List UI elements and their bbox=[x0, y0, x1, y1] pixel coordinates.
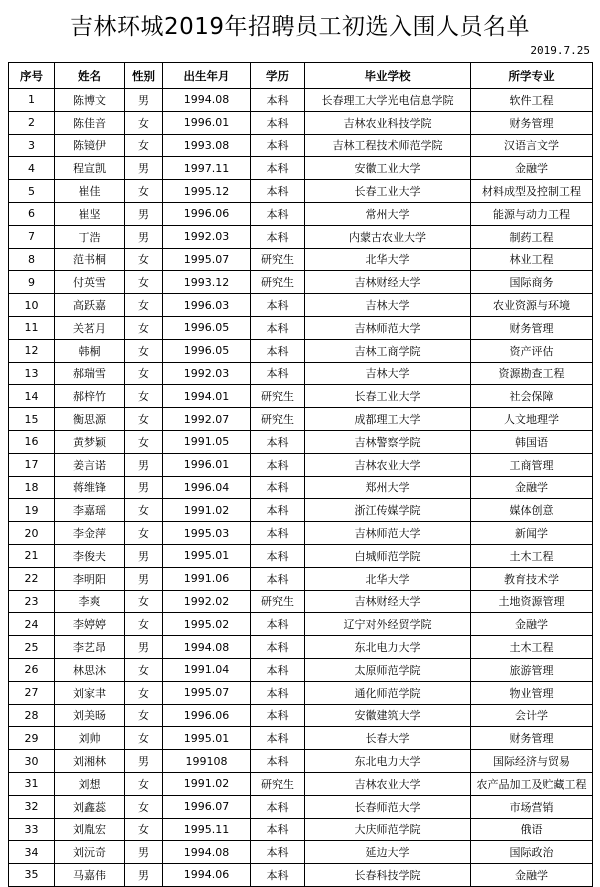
cell-school: 郑州大学 bbox=[305, 476, 471, 499]
cell-birth: 1996.03 bbox=[163, 294, 251, 317]
cell-name: 韩桐 bbox=[55, 339, 125, 362]
cell-degree: 本科 bbox=[251, 658, 305, 681]
cell-degree: 本科 bbox=[251, 727, 305, 750]
cell-gender: 男 bbox=[125, 750, 163, 773]
table-row bbox=[9, 89, 593, 112]
cell-degree: 本科 bbox=[251, 89, 305, 112]
cell-major: 资源勘查工程 bbox=[471, 362, 593, 385]
cell-gender: 男 bbox=[125, 225, 163, 248]
cell-name: 衡思源 bbox=[55, 408, 125, 431]
cell-major: 社会保障 bbox=[471, 385, 593, 408]
cell-major: 俄语 bbox=[471, 818, 593, 841]
cell-school: 北华大学 bbox=[305, 567, 471, 590]
cell-index: 23 bbox=[9, 590, 55, 613]
header-degree: 学历 bbox=[251, 63, 305, 89]
table-row bbox=[9, 476, 593, 499]
cell-degree: 本科 bbox=[251, 544, 305, 567]
cell-name: 李婷婷 bbox=[55, 613, 125, 636]
cell-name: 刘胤宏 bbox=[55, 818, 125, 841]
cell-birth: 1995.01 bbox=[163, 544, 251, 567]
cell-birth: 1994.06 bbox=[163, 864, 251, 887]
cell-gender: 男 bbox=[125, 864, 163, 887]
cell-birth: 1995.01 bbox=[163, 727, 251, 750]
cell-index: 27 bbox=[9, 681, 55, 704]
cell-major: 新闻学 bbox=[471, 522, 593, 545]
cell-major: 财务管理 bbox=[471, 727, 593, 750]
cell-gender: 女 bbox=[125, 772, 163, 795]
table-row bbox=[9, 180, 593, 203]
table-row bbox=[9, 339, 593, 362]
header-major: 所学专业 bbox=[471, 63, 593, 89]
cell-degree: 本科 bbox=[251, 134, 305, 157]
cell-index: 16 bbox=[9, 430, 55, 453]
cell-index: 4 bbox=[9, 157, 55, 180]
cell-school: 吉林财经大学 bbox=[305, 271, 471, 294]
cell-major: 国际政治 bbox=[471, 841, 593, 864]
cell-index: 21 bbox=[9, 544, 55, 567]
cell-major: 林业工程 bbox=[471, 248, 593, 271]
cell-major: 汉语言文学 bbox=[471, 134, 593, 157]
cell-school: 大庆师范学院 bbox=[305, 818, 471, 841]
cell-major: 能源与动力工程 bbox=[471, 202, 593, 225]
cell-birth: 1996.01 bbox=[163, 453, 251, 476]
cell-school: 成都理工大学 bbox=[305, 408, 471, 431]
cell-school: 吉林农业大学 bbox=[305, 453, 471, 476]
cell-name: 黄梦颖 bbox=[55, 430, 125, 453]
cell-degree: 本科 bbox=[251, 841, 305, 864]
table-row bbox=[9, 499, 593, 522]
table-row bbox=[9, 430, 593, 453]
cell-birth: 1991.02 bbox=[163, 772, 251, 795]
cell-name: 李金萍 bbox=[55, 522, 125, 545]
cell-school: 通化师范学院 bbox=[305, 681, 471, 704]
table-row bbox=[9, 750, 593, 773]
table-row bbox=[9, 522, 593, 545]
cell-gender: 女 bbox=[125, 271, 163, 294]
cell-name: 陈镜伊 bbox=[55, 134, 125, 157]
cell-gender: 女 bbox=[125, 339, 163, 362]
cell-degree: 本科 bbox=[251, 704, 305, 727]
cell-major: 媒体创意 bbox=[471, 499, 593, 522]
table-row bbox=[9, 453, 593, 476]
cell-major: 国际经济与贸易 bbox=[471, 750, 593, 773]
cell-degree: 研究生 bbox=[251, 408, 305, 431]
cell-name: 刘鑫蕊 bbox=[55, 795, 125, 818]
cell-birth: 1993.12 bbox=[163, 271, 251, 294]
table-row bbox=[9, 864, 593, 887]
cell-major: 金融学 bbox=[471, 864, 593, 887]
cell-index: 30 bbox=[9, 750, 55, 773]
table-row bbox=[9, 248, 593, 271]
cell-gender: 男 bbox=[125, 841, 163, 864]
cell-birth: 1995.07 bbox=[163, 248, 251, 271]
cell-school: 安徽建筑大学 bbox=[305, 704, 471, 727]
cell-degree: 本科 bbox=[251, 111, 305, 134]
cell-birth: 1995.02 bbox=[163, 613, 251, 636]
cell-birth: 1994.08 bbox=[163, 841, 251, 864]
table-row bbox=[9, 271, 593, 294]
cell-name: 陈博文 bbox=[55, 89, 125, 112]
cell-name: 丁浩 bbox=[55, 225, 125, 248]
cell-school: 吉林工商学院 bbox=[305, 339, 471, 362]
cell-name: 李俊夫 bbox=[55, 544, 125, 567]
cell-name: 蒋维锋 bbox=[55, 476, 125, 499]
cell-degree: 研究生 bbox=[251, 590, 305, 613]
table-row bbox=[9, 408, 593, 431]
cell-birth: 1992.03 bbox=[163, 362, 251, 385]
cell-gender: 女 bbox=[125, 316, 163, 339]
cell-index: 13 bbox=[9, 362, 55, 385]
cell-name: 付英雪 bbox=[55, 271, 125, 294]
cell-school: 吉林工程技术师范学院 bbox=[305, 134, 471, 157]
cell-birth: 1997.11 bbox=[163, 157, 251, 180]
cell-name: 刘家聿 bbox=[55, 681, 125, 704]
cell-school: 东北电力大学 bbox=[305, 750, 471, 773]
table-row bbox=[9, 544, 593, 567]
cell-index: 28 bbox=[9, 704, 55, 727]
candidate-table bbox=[8, 62, 593, 887]
table-row bbox=[9, 157, 593, 180]
cell-birth: 1995.03 bbox=[163, 522, 251, 545]
cell-major: 韩国语 bbox=[471, 430, 593, 453]
cell-index: 3 bbox=[9, 134, 55, 157]
table-row bbox=[9, 590, 593, 613]
document-date: 2019.7.25 bbox=[530, 44, 590, 57]
cell-major: 财务管理 bbox=[471, 111, 593, 134]
cell-name: 姜言诺 bbox=[55, 453, 125, 476]
cell-school: 延边大学 bbox=[305, 841, 471, 864]
cell-gender: 女 bbox=[125, 681, 163, 704]
cell-major: 土木工程 bbox=[471, 544, 593, 567]
cell-index: 14 bbox=[9, 385, 55, 408]
cell-name: 刘帅 bbox=[55, 727, 125, 750]
cell-gender: 女 bbox=[125, 499, 163, 522]
header-name: 姓名 bbox=[55, 63, 125, 89]
cell-school: 吉林大学 bbox=[305, 294, 471, 317]
cell-name: 刘沅奇 bbox=[55, 841, 125, 864]
cell-degree: 本科 bbox=[251, 225, 305, 248]
cell-gender: 女 bbox=[125, 613, 163, 636]
cell-index: 5 bbox=[9, 180, 55, 203]
cell-gender: 女 bbox=[125, 795, 163, 818]
cell-name: 林思沐 bbox=[55, 658, 125, 681]
cell-name: 李艺昂 bbox=[55, 636, 125, 659]
cell-birth: 1991.02 bbox=[163, 499, 251, 522]
table-row bbox=[9, 111, 593, 134]
cell-name: 陈佳音 bbox=[55, 111, 125, 134]
table-row bbox=[9, 362, 593, 385]
table-row bbox=[9, 613, 593, 636]
cell-gender: 女 bbox=[125, 111, 163, 134]
cell-major: 会计学 bbox=[471, 704, 593, 727]
cell-degree: 本科 bbox=[251, 316, 305, 339]
cell-index: 11 bbox=[9, 316, 55, 339]
cell-school: 吉林师范大学 bbox=[305, 316, 471, 339]
cell-name: 范书桐 bbox=[55, 248, 125, 271]
cell-degree: 本科 bbox=[251, 157, 305, 180]
cell-name: 李明阳 bbox=[55, 567, 125, 590]
cell-name: 郝瑞雪 bbox=[55, 362, 125, 385]
cell-index: 34 bbox=[9, 841, 55, 864]
cell-birth: 1996.05 bbox=[163, 339, 251, 362]
cell-school: 北华大学 bbox=[305, 248, 471, 271]
cell-major: 土地资源管理 bbox=[471, 590, 593, 613]
cell-name: 崔坚 bbox=[55, 202, 125, 225]
table-row bbox=[9, 316, 593, 339]
cell-degree: 本科 bbox=[251, 864, 305, 887]
cell-school: 长春师范大学 bbox=[305, 795, 471, 818]
cell-degree: 本科 bbox=[251, 180, 305, 203]
cell-degree: 本科 bbox=[251, 567, 305, 590]
cell-degree: 本科 bbox=[251, 430, 305, 453]
cell-gender: 女 bbox=[125, 658, 163, 681]
cell-degree: 研究生 bbox=[251, 248, 305, 271]
cell-major: 资产评估 bbox=[471, 339, 593, 362]
cell-birth: 1994.08 bbox=[163, 89, 251, 112]
table-row bbox=[9, 841, 593, 864]
cell-birth: 1995.07 bbox=[163, 681, 251, 704]
cell-name: 刘湘林 bbox=[55, 750, 125, 773]
cell-major: 金融学 bbox=[471, 613, 593, 636]
table-row bbox=[9, 658, 593, 681]
cell-school: 太原师范学院 bbox=[305, 658, 471, 681]
cell-birth: 1992.02 bbox=[163, 590, 251, 613]
cell-index: 22 bbox=[9, 567, 55, 590]
cell-major: 人文地理学 bbox=[471, 408, 593, 431]
cell-name: 刘美旸 bbox=[55, 704, 125, 727]
cell-index: 12 bbox=[9, 339, 55, 362]
cell-index: 35 bbox=[9, 864, 55, 887]
cell-index: 33 bbox=[9, 818, 55, 841]
cell-degree: 研究生 bbox=[251, 385, 305, 408]
table-row bbox=[9, 818, 593, 841]
cell-gender: 男 bbox=[125, 544, 163, 567]
cell-birth: 1994.08 bbox=[163, 636, 251, 659]
cell-major: 软件工程 bbox=[471, 89, 593, 112]
table-row bbox=[9, 772, 593, 795]
cell-major: 金融学 bbox=[471, 157, 593, 180]
cell-gender: 女 bbox=[125, 430, 163, 453]
cell-major: 市场营销 bbox=[471, 795, 593, 818]
table-row bbox=[9, 795, 593, 818]
cell-birth: 1996.07 bbox=[163, 795, 251, 818]
cell-school: 吉林财经大学 bbox=[305, 590, 471, 613]
cell-gender: 男 bbox=[125, 476, 163, 499]
cell-index: 32 bbox=[9, 795, 55, 818]
cell-birth: 1996.06 bbox=[163, 704, 251, 727]
cell-index: 17 bbox=[9, 453, 55, 476]
cell-birth: 1994.01 bbox=[163, 385, 251, 408]
cell-index: 19 bbox=[9, 499, 55, 522]
cell-birth: 1996.04 bbox=[163, 476, 251, 499]
cell-birth: 1995.11 bbox=[163, 818, 251, 841]
cell-degree: 研究生 bbox=[251, 271, 305, 294]
cell-gender: 女 bbox=[125, 704, 163, 727]
cell-school: 长春工业大学 bbox=[305, 180, 471, 203]
cell-name: 李爽 bbox=[55, 590, 125, 613]
cell-school: 吉林警察学院 bbox=[305, 430, 471, 453]
cell-degree: 本科 bbox=[251, 522, 305, 545]
document-title: 吉林环城2019年招聘员工初选入围人员名单 bbox=[69, 14, 531, 40]
cell-index: 8 bbox=[9, 248, 55, 271]
cell-degree: 本科 bbox=[251, 499, 305, 522]
cell-gender: 女 bbox=[125, 362, 163, 385]
cell-name: 李嘉瑶 bbox=[55, 499, 125, 522]
cell-name: 崔佳 bbox=[55, 180, 125, 203]
cell-birth: 1991.06 bbox=[163, 567, 251, 590]
cell-degree: 本科 bbox=[251, 818, 305, 841]
cell-gender: 女 bbox=[125, 522, 163, 545]
cell-index: 7 bbox=[9, 225, 55, 248]
cell-major: 旅游管理 bbox=[471, 658, 593, 681]
cell-birth: 1992.03 bbox=[163, 225, 251, 248]
cell-gender: 男 bbox=[125, 157, 163, 180]
cell-school: 白城师范学院 bbox=[305, 544, 471, 567]
header-school: 毕业学校 bbox=[305, 63, 471, 89]
cell-major: 工商管理 bbox=[471, 453, 593, 476]
table-row bbox=[9, 704, 593, 727]
cell-school: 吉林师范大学 bbox=[305, 522, 471, 545]
cell-name: 刘想 bbox=[55, 772, 125, 795]
cell-school: 安徽工业大学 bbox=[305, 157, 471, 180]
cell-index: 26 bbox=[9, 658, 55, 681]
cell-school: 长春科技学院 bbox=[305, 864, 471, 887]
cell-gender: 女 bbox=[125, 408, 163, 431]
cell-birth: 1996.01 bbox=[163, 111, 251, 134]
cell-index: 10 bbox=[9, 294, 55, 317]
table-row bbox=[9, 134, 593, 157]
cell-gender: 女 bbox=[125, 294, 163, 317]
cell-index: 1 bbox=[9, 89, 55, 112]
cell-major: 土木工程 bbox=[471, 636, 593, 659]
cell-index: 25 bbox=[9, 636, 55, 659]
cell-school: 长春理工大学光电信息学院 bbox=[305, 89, 471, 112]
cell-birth: 1995.12 bbox=[163, 180, 251, 203]
cell-index: 18 bbox=[9, 476, 55, 499]
cell-gender: 女 bbox=[125, 134, 163, 157]
cell-index: 9 bbox=[9, 271, 55, 294]
header-birth: 出生年月 bbox=[163, 63, 251, 89]
cell-school: 东北电力大学 bbox=[305, 636, 471, 659]
cell-degree: 研究生 bbox=[251, 772, 305, 795]
cell-index: 20 bbox=[9, 522, 55, 545]
cell-name: 关茗月 bbox=[55, 316, 125, 339]
cell-degree: 本科 bbox=[251, 636, 305, 659]
table-row bbox=[9, 202, 593, 225]
cell-name: 程宣凯 bbox=[55, 157, 125, 180]
cell-gender: 男 bbox=[125, 636, 163, 659]
table-header-row bbox=[9, 63, 593, 89]
cell-degree: 本科 bbox=[251, 795, 305, 818]
cell-degree: 本科 bbox=[251, 476, 305, 499]
cell-school: 辽宁对外经贸学院 bbox=[305, 613, 471, 636]
cell-gender: 女 bbox=[125, 727, 163, 750]
cell-index: 24 bbox=[9, 613, 55, 636]
cell-gender: 女 bbox=[125, 180, 163, 203]
table-body bbox=[9, 89, 593, 887]
cell-birth: 1992.07 bbox=[163, 408, 251, 431]
header-index: 序号 bbox=[9, 63, 55, 89]
cell-degree: 本科 bbox=[251, 613, 305, 636]
cell-name: 马嘉伟 bbox=[55, 864, 125, 887]
cell-major: 制药工程 bbox=[471, 225, 593, 248]
cell-name: 郝梓竹 bbox=[55, 385, 125, 408]
cell-index: 6 bbox=[9, 202, 55, 225]
cell-gender: 女 bbox=[125, 818, 163, 841]
cell-gender: 男 bbox=[125, 453, 163, 476]
cell-degree: 本科 bbox=[251, 294, 305, 317]
cell-gender: 男 bbox=[125, 89, 163, 112]
cell-degree: 本科 bbox=[251, 339, 305, 362]
cell-major: 农业资源与环境 bbox=[471, 294, 593, 317]
cell-gender: 女 bbox=[125, 248, 163, 271]
cell-degree: 本科 bbox=[251, 750, 305, 773]
cell-birth: 1996.06 bbox=[163, 202, 251, 225]
cell-degree: 本科 bbox=[251, 453, 305, 476]
cell-birth: 1991.05 bbox=[163, 430, 251, 453]
table-row bbox=[9, 294, 593, 317]
cell-school: 长春工业大学 bbox=[305, 385, 471, 408]
cell-major: 物业管理 bbox=[471, 681, 593, 704]
cell-degree: 本科 bbox=[251, 202, 305, 225]
cell-school: 长春大学 bbox=[305, 727, 471, 750]
cell-gender: 男 bbox=[125, 202, 163, 225]
cell-birth: 199108 bbox=[163, 750, 251, 773]
cell-birth: 1996.05 bbox=[163, 316, 251, 339]
cell-name: 高跃嘉 bbox=[55, 294, 125, 317]
cell-school: 吉林农业科技学院 bbox=[305, 111, 471, 134]
cell-major: 金融学 bbox=[471, 476, 593, 499]
table-row bbox=[9, 636, 593, 659]
cell-school: 常州大学 bbox=[305, 202, 471, 225]
cell-index: 15 bbox=[9, 408, 55, 431]
header-gender: 性别 bbox=[125, 63, 163, 89]
cell-index: 2 bbox=[9, 111, 55, 134]
cell-birth: 1991.04 bbox=[163, 658, 251, 681]
cell-degree: 本科 bbox=[251, 681, 305, 704]
cell-school: 吉林大学 bbox=[305, 362, 471, 385]
cell-gender: 女 bbox=[125, 590, 163, 613]
cell-school: 浙江传媒学院 bbox=[305, 499, 471, 522]
table-row bbox=[9, 727, 593, 750]
cell-index: 29 bbox=[9, 727, 55, 750]
cell-birth: 1993.08 bbox=[163, 134, 251, 157]
cell-school: 内蒙古农业大学 bbox=[305, 225, 471, 248]
cell-major: 教育技术学 bbox=[471, 567, 593, 590]
table-row bbox=[9, 681, 593, 704]
cell-degree: 本科 bbox=[251, 362, 305, 385]
table-row bbox=[9, 567, 593, 590]
cell-major: 财务管理 bbox=[471, 316, 593, 339]
cell-major: 国际商务 bbox=[471, 271, 593, 294]
table-row bbox=[9, 225, 593, 248]
cell-gender: 男 bbox=[125, 567, 163, 590]
cell-major: 材料成型及控制工程 bbox=[471, 180, 593, 203]
cell-gender: 女 bbox=[125, 385, 163, 408]
cell-school: 吉林农业大学 bbox=[305, 772, 471, 795]
cell-major: 农产品加工及贮藏工程 bbox=[471, 772, 593, 795]
table-row bbox=[9, 385, 593, 408]
cell-index: 31 bbox=[9, 772, 55, 795]
